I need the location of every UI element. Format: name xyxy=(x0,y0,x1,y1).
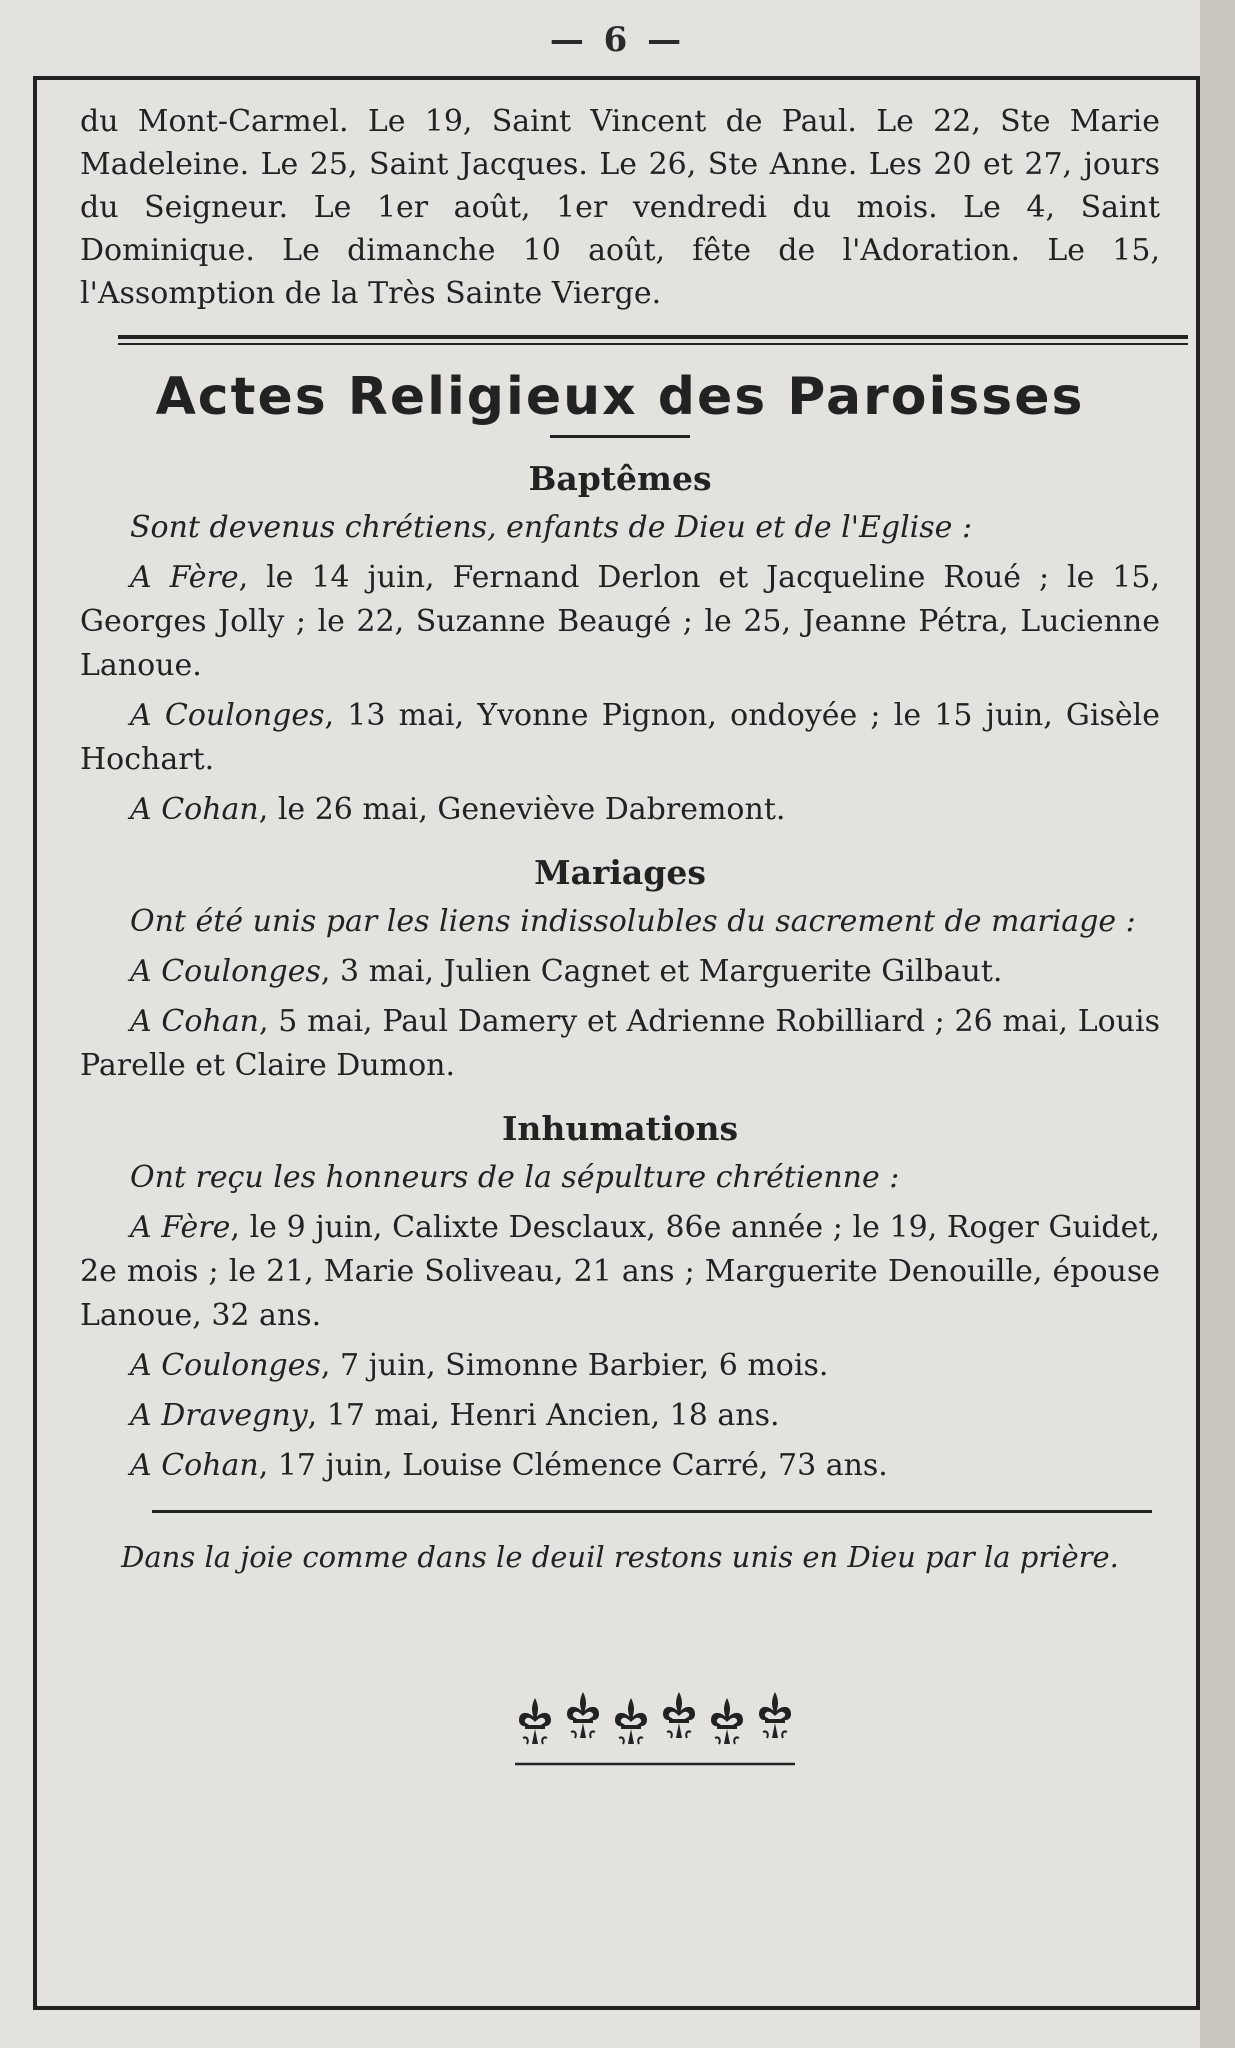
entry-item xyxy=(80,556,1160,688)
entry-item xyxy=(80,788,1160,832)
entry-place: A Cohan xyxy=(130,1448,259,1483)
page-edge xyxy=(1200,0,1235,2048)
entry-place: A Coulonges xyxy=(130,954,321,989)
page-title: Actes Religieux des Paroisses xyxy=(155,367,1085,427)
entry-item xyxy=(80,694,1160,782)
section-heading-inhumations: Inhumations xyxy=(501,1109,739,1148)
closing-line: Dans la joie comme dans le deuil restons unis en Dieu par la prière. xyxy=(121,1540,1119,1574)
entry-text: , 17 mai, Henri Ancien, 18 ans. xyxy=(307,1398,780,1433)
entry-text: , le 26 mai, Geneviève Dabremont. xyxy=(258,792,786,827)
section-heading-baptemes: Baptêmes xyxy=(528,459,712,498)
section-intro-inhumations: Ont reçu les honneurs de la sépulture chrétienne : xyxy=(130,1160,900,1195)
entry-place: A Fère xyxy=(130,1210,231,1245)
entry-text: , 13 mai, Yvonne Pignon, ondoyée ; le 15 juin, Gisèle Hochart. xyxy=(80,698,1160,777)
entry-place: A Coulonges xyxy=(130,698,325,733)
entry-item xyxy=(80,1344,1160,1388)
section-intro-mariages: Ont été unis par les liens indissolubles du sacrement de mariage : xyxy=(130,904,1136,939)
entry-item xyxy=(80,1206,1160,1338)
section-inhumations xyxy=(80,1106,1160,1488)
page-number: — 6 — xyxy=(549,20,686,60)
entry-item xyxy=(80,1444,1160,1488)
entry-item xyxy=(80,950,1160,994)
entry-text: , 7 juin, Simonne Barbier, 6 mois. xyxy=(320,1348,829,1383)
entry-place: A Cohan xyxy=(130,792,259,827)
entry-item xyxy=(80,1000,1160,1088)
entry-text: , 5 mai, Paul Damery et Adrienne Robilliard ; 26 mai, Louis Parelle et Claire Dumon. xyxy=(80,1004,1160,1083)
section-heading-mariages: Mariages xyxy=(534,853,706,892)
page-content xyxy=(80,100,1160,1579)
entry-text: , 17 juin, Louise Clémence Carré, 73 ans. xyxy=(258,1448,888,1483)
fleur-de-lis-ornament-icon xyxy=(513,1686,797,1768)
entry-place: A Coulonges xyxy=(130,1348,321,1383)
entry-text: , le 14 juin, Fernand Derlon et Jacqueline Roué ; le 15, Georges Jolly ; le 22, Suzanne Beaugé ; le 25, Jeanne Pétra, Lucienne Lanoue. xyxy=(80,560,1160,683)
section-baptemes xyxy=(80,456,1160,832)
entry-place: A Fère xyxy=(130,560,239,595)
section-mariages xyxy=(80,850,1160,1088)
entry-text: , 3 mai, Julien Cagnet et Marguerite Gilbaut. xyxy=(320,954,1003,989)
entry-place: A Cohan xyxy=(130,1004,259,1039)
entry-item xyxy=(80,1394,1160,1438)
entry-text: , le 9 juin, Calixte Desclaux, 86e année ; le 19, Roger Guidet, 2e mois ; le 21, Marie Soliveau, 21 ans ; Marguerite Denouille, épouse Lanoue, 32 ans. xyxy=(80,1210,1160,1333)
closing-rule-divider xyxy=(152,1510,1152,1513)
entry-place: A Dravegny xyxy=(130,1398,308,1433)
intro-paragraph: du Mont-Carmel. Le 19, Saint Vincent de Paul. Le 22, Ste Marie Madeleine. Le 25, Saint Jacques. Le 26, Ste Anne. Les 20 et 27, jours du Seigneur. Le 1er août, 1er vendredi du mois. Le 4, Saint Dominique. Le dimanche 10 août, fête de l'Adoration. Le 15, l'Assomption de la Très Sainte Vierge. xyxy=(80,104,1160,311)
double-rule-divider xyxy=(118,335,1188,345)
section-intro-baptemes: Sont devenus chrétiens, enfants de Dieu et de l'Eglise : xyxy=(130,510,973,545)
title-underline xyxy=(550,435,690,438)
